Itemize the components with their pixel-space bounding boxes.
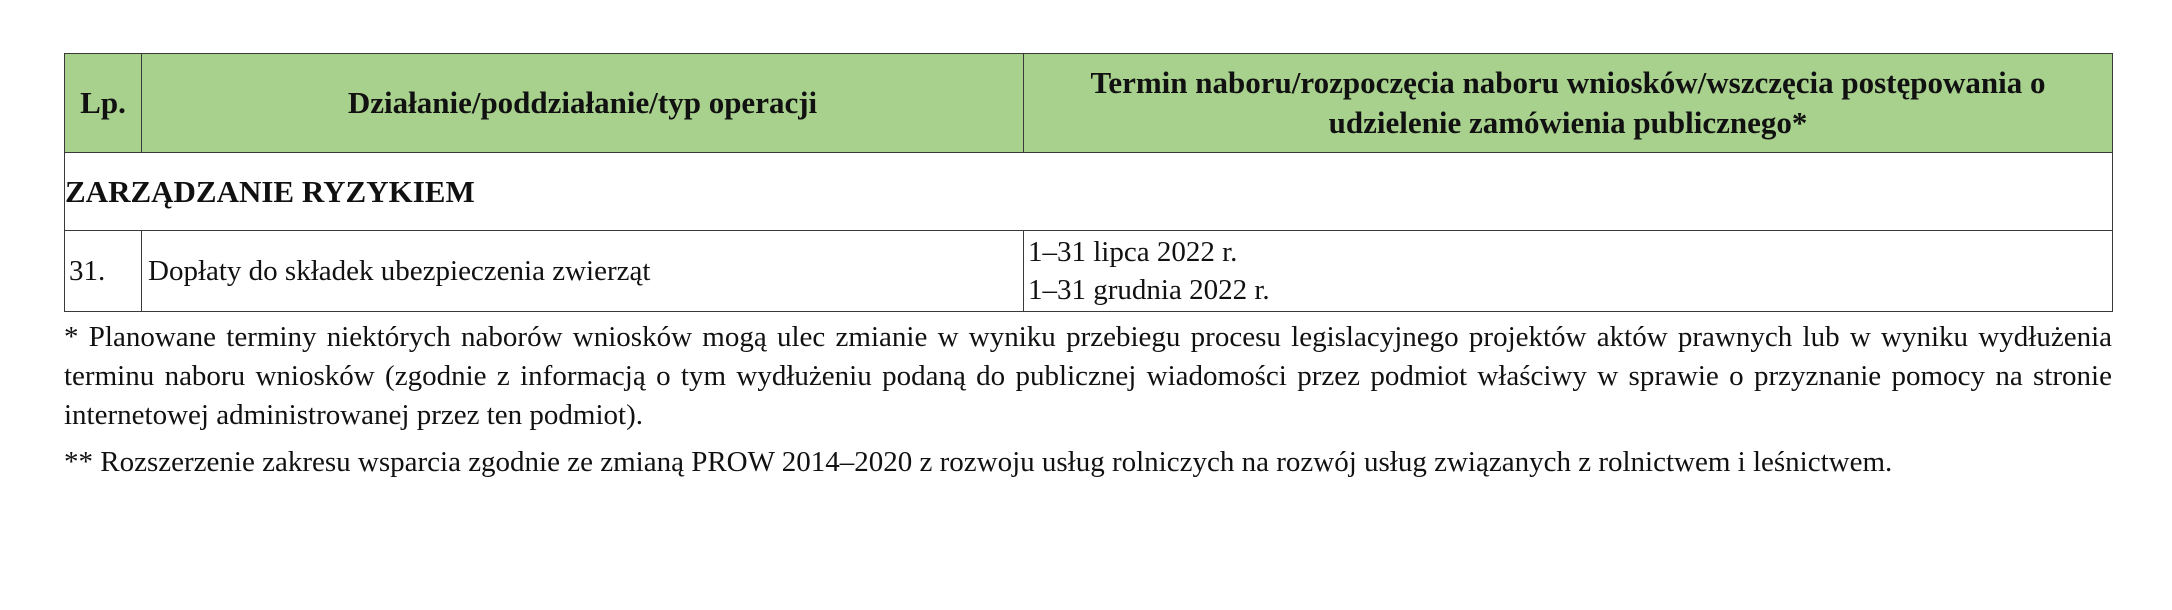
footnote-2: ** Rozszerzenie zakresu wsparcia zgodnie ze zmianą PROW 2014–2020 z rozwoju usług rolniczych na rozwój usług związanych z rolnictwem i leśnictwem. — [64, 446, 1893, 478]
section-title: ZARZĄDZANIE RYZYKIEM — [65, 153, 2113, 231]
header-lp: Lp. — [65, 54, 142, 153]
table-header-row — [65, 54, 2113, 153]
document-page — [64, 53, 2112, 490]
footnotes — [64, 318, 2112, 482]
schedule-table — [64, 53, 2113, 312]
header-deadline: Termin naboru/rozpoczęcia naboru wniosków/wszczęcia postępowania o udzielenie zamówienia publicznego* — [1024, 54, 2113, 153]
row-dates — [1024, 231, 2113, 312]
footnote-1: * Planowane terminy niektórych naborów wniosków mogą ulec zmianie w wyniku przebiegu procesu legislacyjnego projektów aktów prawnych lub w wyniku wydłużenia terminu naboru wniosków (zgodnie z informacją o tym wydłużeniu podaną do publicznej wiadomości przez podmiot właściwy w sprawie o przyznanie pomocy na stronie internetowej administrowanej przez ten podmiot). — [64, 321, 2112, 431]
table-row — [65, 231, 2113, 312]
row-date-1: 1–31 lipca 2022 r. — [1028, 236, 1238, 268]
row-action: Dopłaty do składek ubezpieczenia zwierząt — [142, 231, 1024, 312]
section-row — [65, 153, 2113, 231]
header-action: Działanie/poddziałanie/typ operacji — [142, 54, 1024, 153]
row-date-2: 1–31 grudnia 2022 r. — [1028, 274, 1270, 306]
row-lp: 31. — [65, 231, 142, 312]
